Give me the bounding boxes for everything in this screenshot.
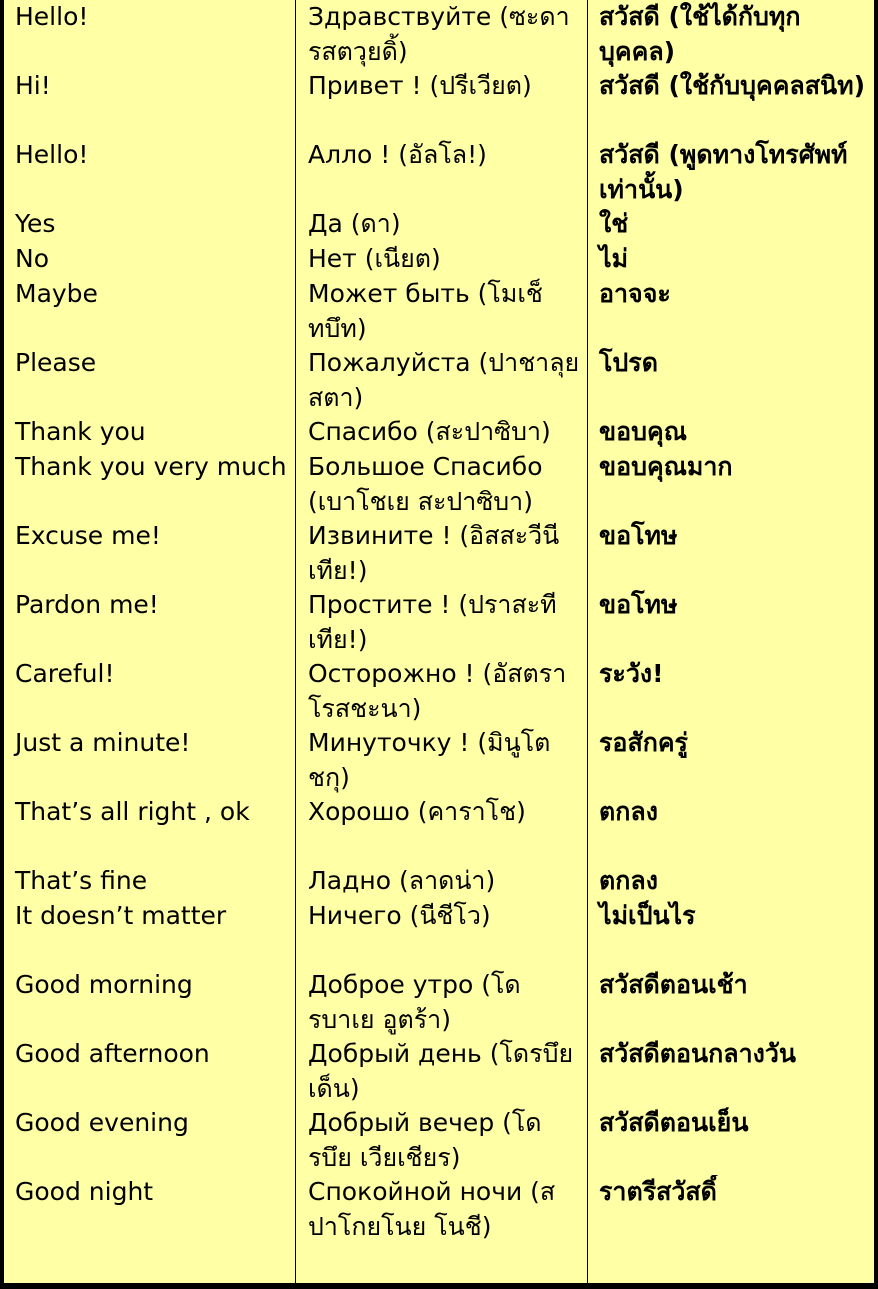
thai-phrase: โปรด xyxy=(599,348,658,377)
russian-phrase: Доброе утро (โดรบาเย อูตร้า) xyxy=(308,970,521,1034)
phrasebook-rows xyxy=(4,0,876,1255)
phrase-row xyxy=(4,726,876,795)
english-phrase: Maybe xyxy=(15,279,98,308)
phrase-row xyxy=(4,346,876,415)
english-phrase: Good afternoon xyxy=(15,1039,210,1068)
russian-phrase: Большое Спасибо (เบาโชเย สะปาซิบา) xyxy=(308,452,543,516)
phrase-row xyxy=(4,0,876,69)
phrase-row xyxy=(4,277,876,346)
russian-phrase: Добрый день (โดรบึย เด็น) xyxy=(308,1039,574,1103)
russian-phrase: Осторожно ! (อัสตราโรสชะนา) xyxy=(308,659,567,723)
thai-phrase: ขอบคุณมาก xyxy=(599,452,733,481)
phrase-row xyxy=(4,69,876,138)
russian-phrase: Хорошо (คาราโช) xyxy=(308,797,526,826)
english-phrase: Excuse me! xyxy=(15,521,161,550)
russian-phrase: Ничего (นีชีโว) xyxy=(308,901,491,930)
russian-phrase: Здравствуйте (ซะดารสตวุยดิ้) xyxy=(308,2,570,66)
russian-phrase: Добрый вечер (โดรบึย เวียเชียร) xyxy=(308,1108,542,1172)
thai-phrase: รอสักครู่ xyxy=(599,728,688,757)
phrase-row xyxy=(4,450,876,519)
english-phrase: Please xyxy=(15,348,97,377)
phrase-row xyxy=(4,1175,876,1255)
thai-phrase: ขอโทษ xyxy=(599,521,678,550)
english-phrase: It doesn’t matter xyxy=(15,901,227,930)
thai-phrase: สวัสดีตอนเย็น xyxy=(599,1108,749,1137)
thai-phrase: ตกลง xyxy=(599,866,658,895)
russian-phrase: Пожалуйста (ปาชาลุยสตา) xyxy=(308,348,580,412)
russian-phrase: Привет ! (ปรีเวียต) xyxy=(308,71,532,100)
thai-phrase: สวัสดีตอนเช้า xyxy=(599,970,748,999)
phrasebook-table xyxy=(4,0,876,1255)
english-phrase: Yes xyxy=(15,209,56,238)
phrase-row xyxy=(4,415,876,450)
russian-phrase: Алло ! (อัลโล!) xyxy=(308,140,487,169)
english-phrase: Hi! xyxy=(15,71,51,100)
phrase-row xyxy=(4,1106,876,1175)
english-phrase: Thank you very much xyxy=(15,452,287,481)
phrase-row xyxy=(4,207,876,242)
phrasebook-sheet xyxy=(2,0,876,1285)
phrase-row xyxy=(4,795,876,864)
english-phrase: That’s fine xyxy=(15,866,148,895)
thai-phrase: ขอโทษ xyxy=(599,590,678,619)
thai-phrase: ใช่ xyxy=(599,209,629,238)
thai-phrase: สวัสดี (ใช้ได้กับทุกบุคคล) xyxy=(599,2,801,66)
russian-phrase: Простите ! (ปราสะทีเทีย!) xyxy=(308,590,557,654)
english-phrase: Good morning xyxy=(15,970,193,999)
russian-phrase: Да (ดา) xyxy=(308,209,401,238)
thai-phrase: ตกลง xyxy=(599,797,658,826)
english-phrase: Just a minute! xyxy=(15,728,191,757)
english-phrase: Careful! xyxy=(15,659,115,688)
russian-phrase: Нет (เนียต) xyxy=(308,244,441,273)
thai-phrase: สวัสดี (พูดทางโทรศัพท์เท่านั้น) xyxy=(599,140,848,204)
thai-phrase: ราตรีสวัสดิ์ xyxy=(599,1177,717,1206)
english-phrase: Thank you xyxy=(15,417,146,446)
russian-phrase: Ладно (ลาดน่า) xyxy=(308,866,496,895)
phrase-row xyxy=(4,968,876,1037)
phrase-row xyxy=(4,864,876,899)
english-phrase: Hello! xyxy=(15,140,89,169)
phrase-row xyxy=(4,588,876,657)
thai-phrase: ไม่เป็นไร xyxy=(599,901,696,930)
thai-phrase: สวัสดีตอนกลางวัน xyxy=(599,1039,796,1068)
english-phrase: Pardon me! xyxy=(15,590,159,619)
russian-phrase: Спокойной ночи (สปาโกยโนย โนชี) xyxy=(308,1177,556,1241)
russian-phrase: Может быть (โมเช็ทบึท) xyxy=(308,279,543,343)
russian-phrase: Спасибо (สะปาซิบา) xyxy=(308,417,551,446)
english-phrase: Good night xyxy=(15,1177,154,1206)
phrase-row xyxy=(4,138,876,207)
russian-phrase: Минуточку ! (มินูโตชกุ) xyxy=(308,728,551,792)
phrase-row xyxy=(4,519,876,588)
thai-phrase: ขอบคุณ xyxy=(599,417,687,446)
phrase-row xyxy=(4,242,876,277)
thai-phrase: ระวัง! xyxy=(599,659,664,688)
english-phrase: That’s all right , ok xyxy=(15,797,250,826)
phrase-row xyxy=(4,657,876,726)
english-phrase: Hello! xyxy=(15,2,89,31)
english-phrase: No xyxy=(15,244,49,273)
phrase-row xyxy=(4,1037,876,1106)
thai-phrase: ไม่ xyxy=(599,244,629,273)
thai-phrase: อาจจะ xyxy=(599,279,671,308)
english-phrase: Good evening xyxy=(15,1108,189,1137)
russian-phrase: Извините ! (อิสสะวีนีเทีย!) xyxy=(308,521,560,585)
phrase-row xyxy=(4,899,876,968)
thai-phrase: สวัสดี (ใช้กับบุคคลสนิท) xyxy=(599,71,865,100)
